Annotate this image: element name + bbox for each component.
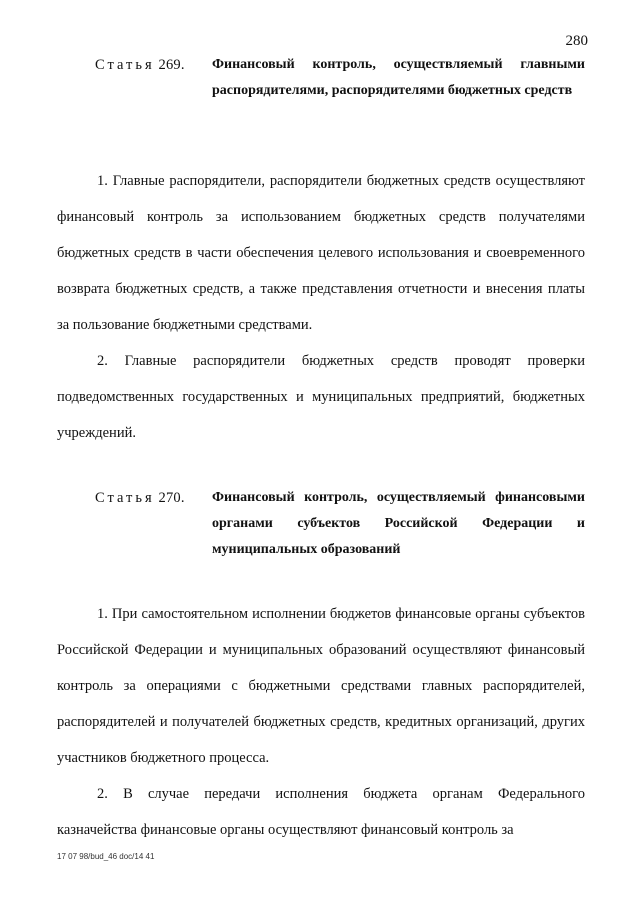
article-269-title: Финансовый контроль, осуществляемый главными распорядителями, распорядителями бюджетных средств [212,57,585,98]
article-label-word: Статья [95,57,155,73]
article-269-heading [95,52,585,104]
article-270-title: Финансовый контроль, осуществляемый финансовыми органами субъектов Российской Федерации и муниципальных образований [212,490,585,557]
article-269-label [95,52,212,104]
article-270-paragraph-1: 1. При самостоятельном исполнении бюджетов финансовые органы субъектов Российской Федерации и муниципальных образований осуществляют финансовый контроль за операциями с бюджетными средствами главных распорядителей, распорядителей и получателей бюджетных средств, кредитных организаций, других участников бюджетного процесса. [57,606,585,766]
page-number: 280 [565,33,588,49]
article-number: 269. [158,57,185,73]
article-270-label [95,485,212,563]
article-label-word: Статья [95,490,155,506]
article-269-paragraph-2: 2. Главные распорядители бюджетных средств проводят проверки подведомственных государственных и муниципальных предприятий, бюджетных учреждений. [57,353,585,441]
article-270-paragraph-2: 2. В случае передачи исполнения бюджета органам Федерального казначейства финансовые органы осуществляют финансовый контроль за [57,786,585,838]
footer-file-info: 17 07 98/bud_46 doc/14 41 [57,852,155,861]
article-270-heading [95,485,585,563]
article-269-paragraph-1: 1. Главные распорядители, распорядители бюджетных средств осуществляют финансовый контроль за использованием бюджетных средств получателями бюджетных средств в части обеспечения целевого использования и своевременного возврата бюджетных средств, а также представления отчетности и внесения платы за пользование бюджетными средствами. [57,173,585,333]
article-number: 270. [158,490,185,506]
